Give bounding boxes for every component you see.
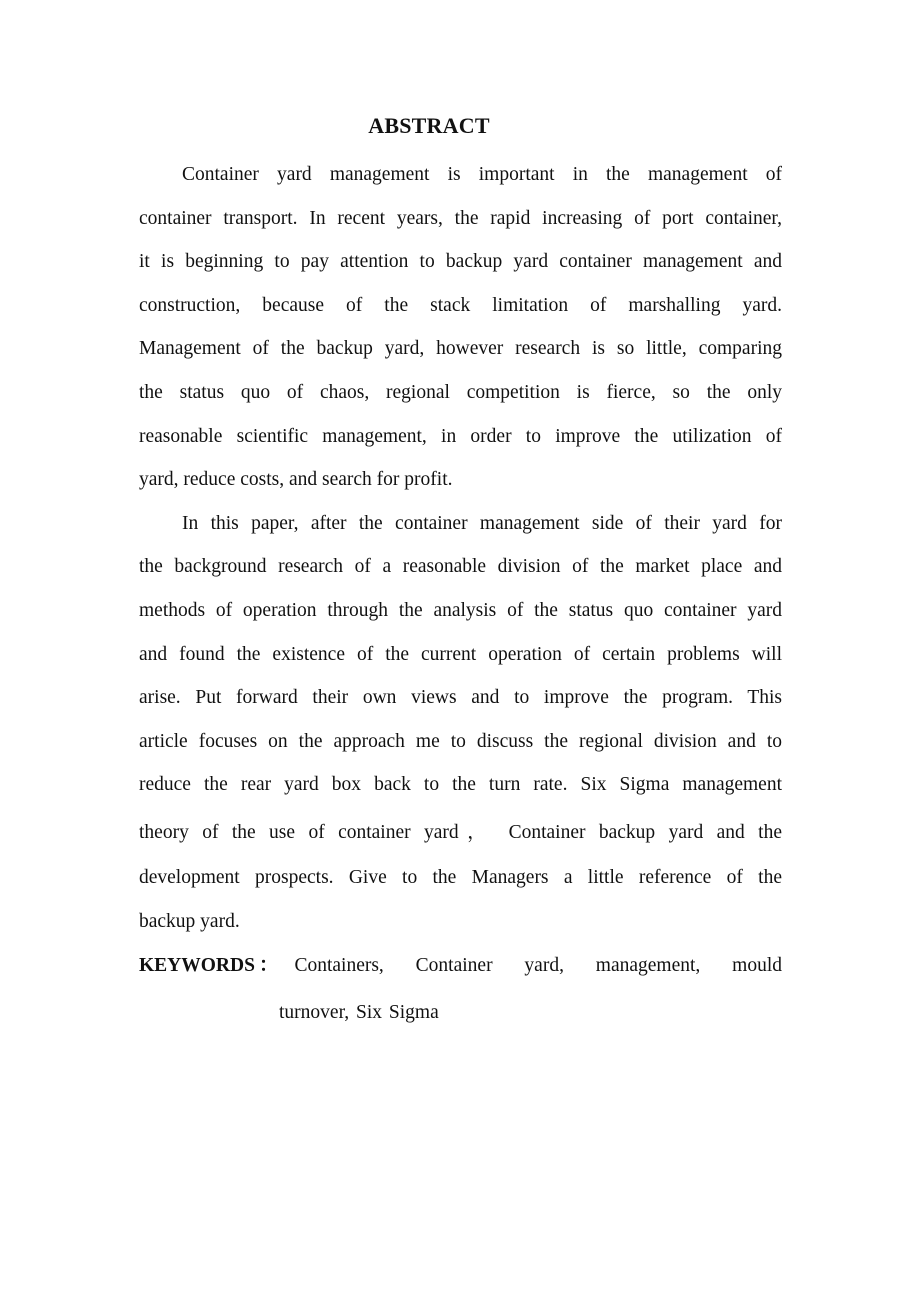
paragraph-line: In this paper, after the container management side of their yard for	[182, 512, 782, 534]
paragraph-line: the background research of a reasonable division of the market place and	[139, 556, 782, 578]
abstract-body	[139, 153, 782, 943]
paragraph-line: Container yard management is important in the management of	[182, 164, 782, 185]
abstract-paragraph-1	[139, 153, 782, 502]
paragraph-line: reasonable scientific management, in order to improve the utilization of	[139, 425, 782, 447]
paragraph-line: backup yard.	[139, 910, 240, 932]
keywords-colon: ：	[258, 955, 279, 976]
keywords-text-line-1: Containers, Container yard, management, mould	[294, 955, 782, 976]
paragraph-line: theory of the use of container yard， Container backup yard and the	[139, 821, 782, 843]
paragraph-line: article focuses on the approach me to discuss the regional division and to	[139, 730, 782, 752]
paragraph-line: reduce the rear yard box back to the turn rate. Six Sigma management	[139, 774, 782, 796]
paragraph-line: yard, reduce costs, and search for profit.	[139, 469, 453, 491]
abstract-title: ABSTRACT	[368, 113, 490, 138]
paragraph-line: and found the existence of the current operation of certain problems will	[139, 643, 782, 665]
abstract-paragraph-2	[139, 502, 782, 943]
keywords-block	[139, 945, 782, 1034]
paragraph-line: arise. Put forward their own views and to improve the program. This	[139, 687, 782, 709]
paragraph-line: construction, because of the stack limitation of marshalling yard.	[139, 294, 782, 316]
paragraph-line: development prospects. Give to the Managers a little reference of the	[139, 866, 782, 888]
keywords-label: KEYWORDS	[139, 955, 255, 976]
paragraph-line: methods of operation through the analysis of the status quo container yard	[139, 599, 782, 621]
paragraph-line: Management of the backup yard, however research is so little, comparing	[139, 338, 782, 360]
paragraph-line: it is beginning to pay attention to backup yard container management and	[139, 251, 782, 273]
keywords-text-line-2: turnover, Six Sigma	[279, 1002, 439, 1023]
keywords-row	[139, 945, 782, 987]
paragraph-line: the status quo of chaos, regional competition is fierce, so the only	[139, 381, 782, 403]
paragraph-line: container transport. In recent years, the rapid increasing of port container,	[139, 207, 782, 229]
